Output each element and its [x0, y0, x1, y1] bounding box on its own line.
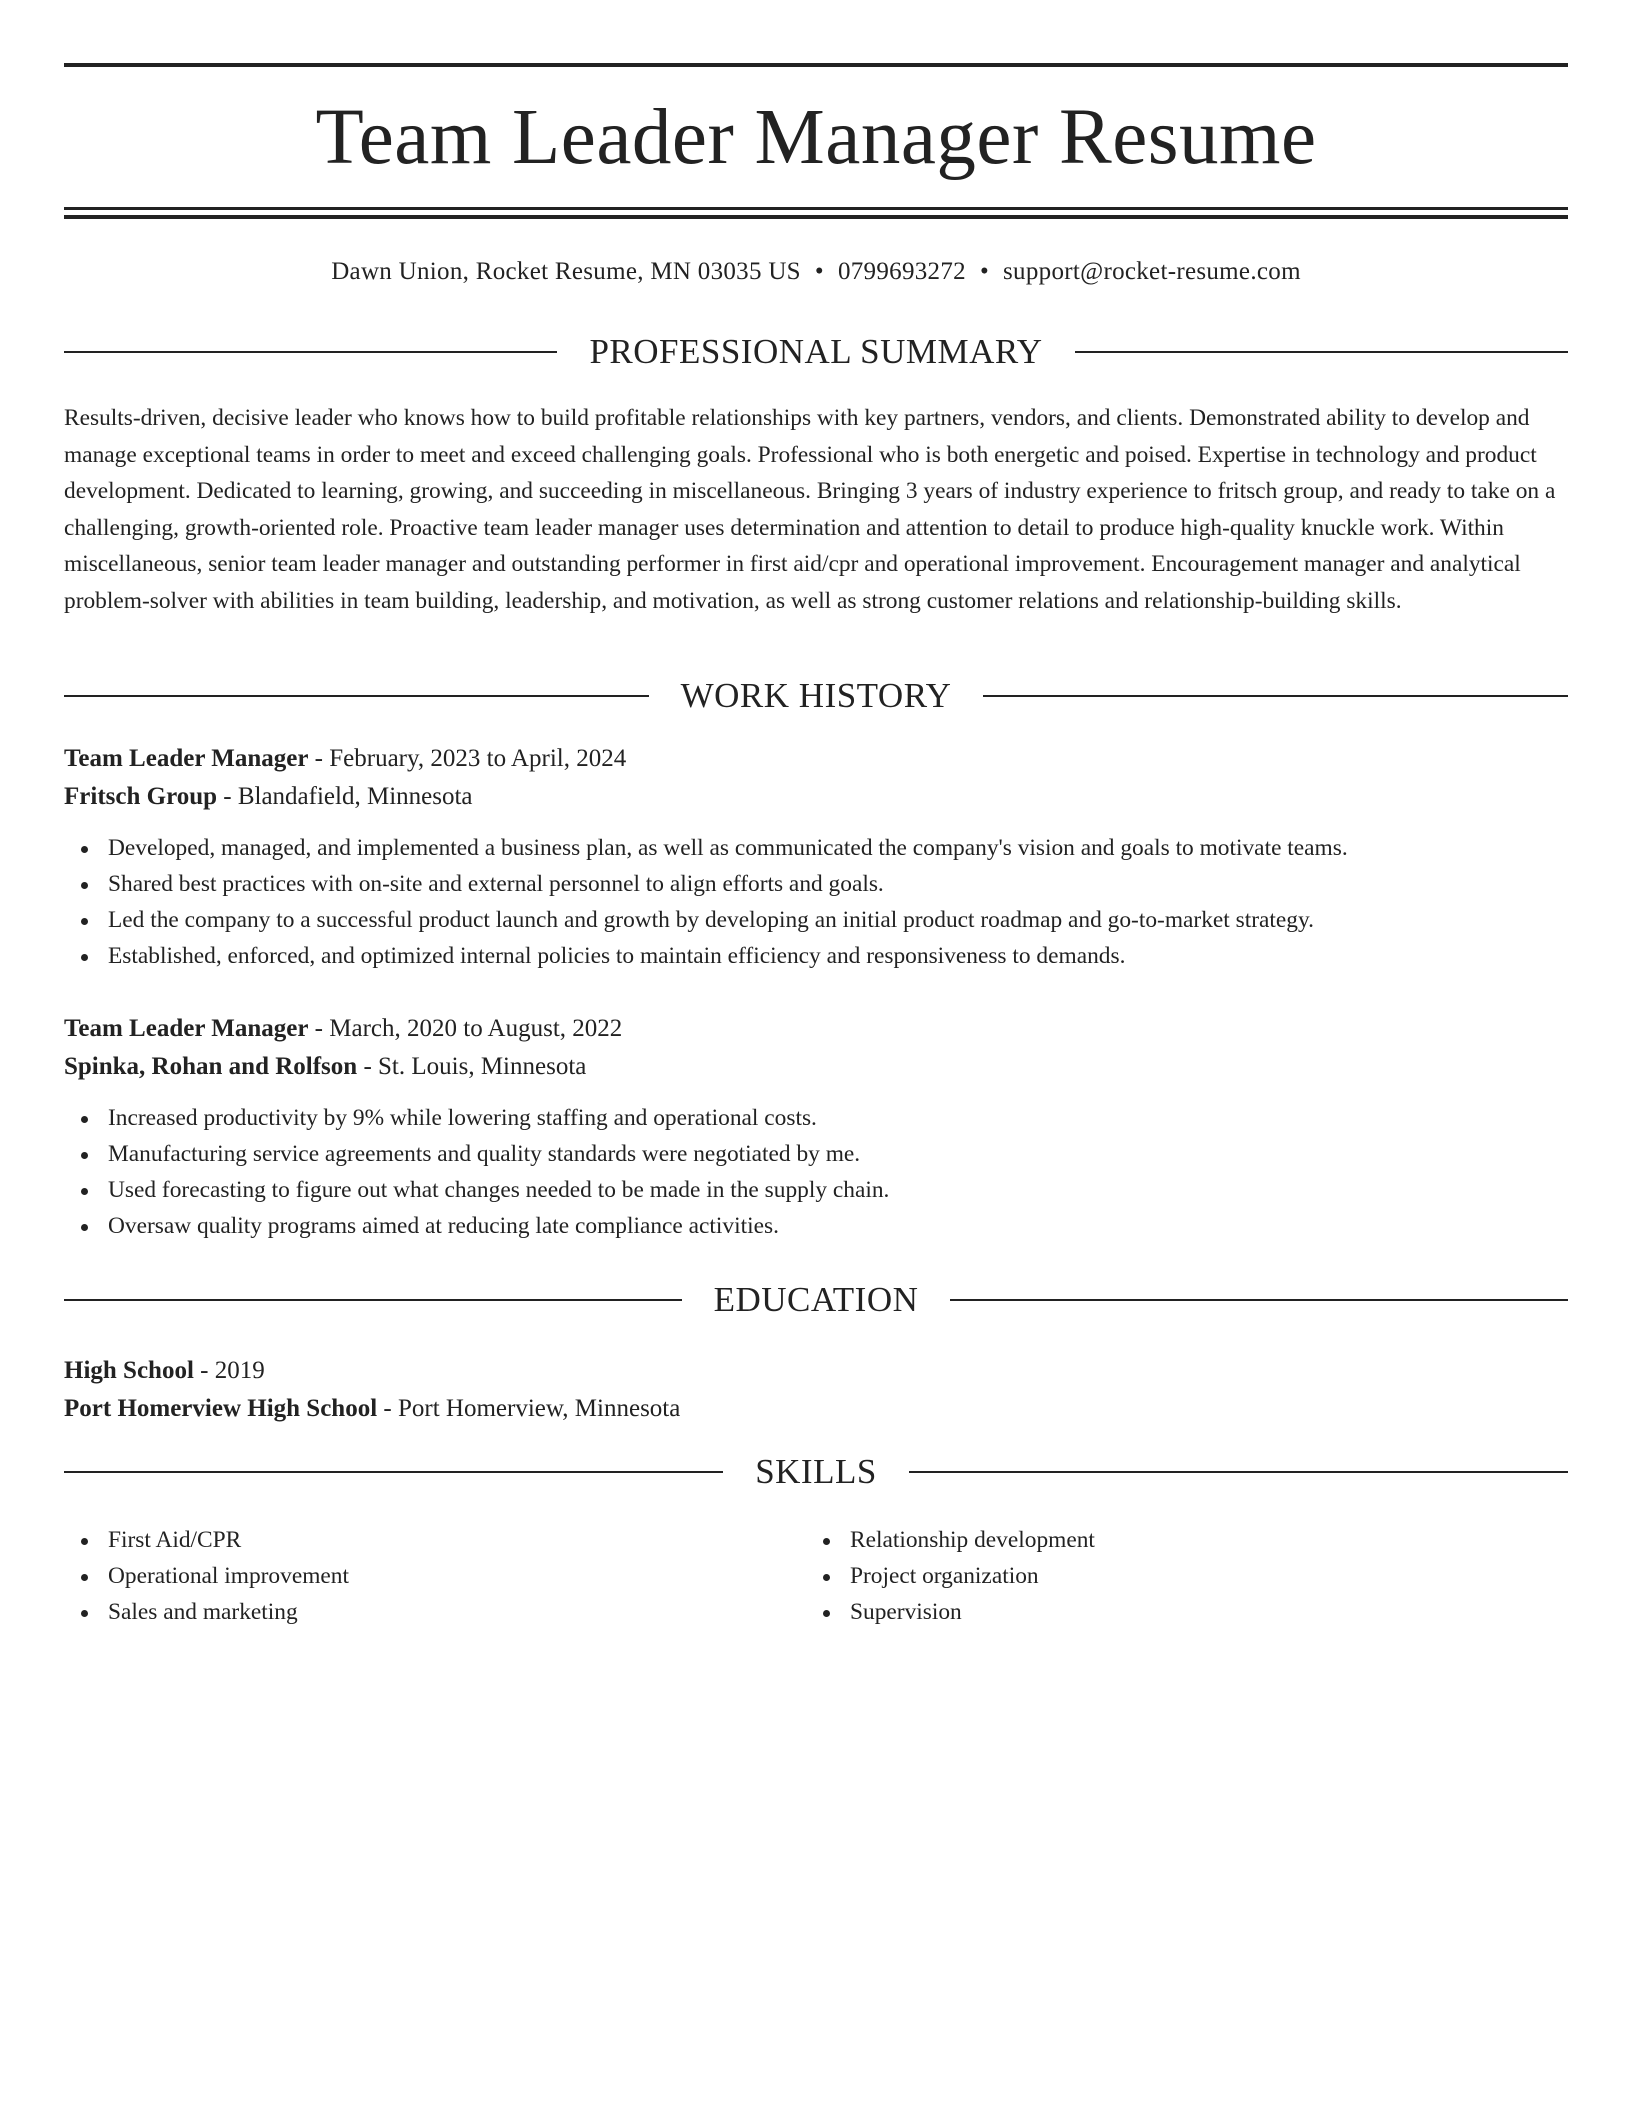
job-bullet: Increased productivity by 9% while lowering staffing and operational costs.	[64, 1100, 1568, 1136]
heading-rule-right	[1075, 351, 1568, 353]
job-title: Team Leader Manager	[64, 1015, 309, 1042]
job-bullet: Led the company to a successful product launch and growth by developing an initial product roadmap and go-to-market strategy.	[64, 902, 1568, 938]
job-entry	[64, 740, 1568, 974]
skill-item: Operational improvement	[64, 1558, 349, 1594]
contact-separator: •	[979, 258, 990, 285]
section-title: PROFESSIONAL SUMMARY	[589, 332, 1043, 371]
job-bullet: Oversaw quality programs aimed at reducing late compliance activities.	[64, 1208, 1568, 1244]
contact-email: support@rocket-resume.com	[1003, 258, 1301, 285]
education-location: - Port Homerview, Minnesota	[377, 1395, 681, 1422]
education-degree-line	[64, 1352, 1568, 1390]
skill-item: Project organization	[806, 1558, 1095, 1594]
section-heading-skills	[64, 1448, 1568, 1496]
section-heading-education	[64, 1276, 1568, 1324]
job-company-line	[64, 1048, 1568, 1086]
section-heading-work	[64, 672, 1568, 720]
job-bullet: Established, enforced, and optimized internal policies to maintain efficiency and responsiveness to demands.	[64, 938, 1568, 974]
heading-rule-right	[950, 1299, 1568, 1301]
skill-item: First Aid/CPR	[64, 1522, 349, 1558]
heading-rule-right	[983, 695, 1568, 697]
job-dates: - March, 2020 to August, 2022	[308, 1015, 623, 1042]
job-title: Team Leader Manager	[64, 745, 309, 772]
resume-title: Team Leader Manager Resume	[315, 94, 1317, 181]
heading-rule-left	[64, 1299, 682, 1301]
contact-phone: 0799693272	[837, 258, 966, 285]
job-bullet: Developed, managed, and implemented a business plan, as well as communicated the company's vision and goals to motivate teams.	[64, 830, 1568, 866]
job-company-line	[64, 778, 1568, 816]
job-entry	[64, 1010, 1568, 1244]
contact-line	[64, 252, 1568, 292]
skill-item: Relationship development	[806, 1522, 1095, 1558]
education-school: Port Homerview High School	[64, 1395, 378, 1422]
job-location: - St. Louis, Minnesota	[357, 1053, 587, 1080]
job-bullets	[64, 1100, 1568, 1244]
header-top-rule	[64, 63, 1568, 67]
heading-rule-left	[64, 695, 649, 697]
job-company: Fritsch Group	[64, 783, 218, 810]
contact-address: Dawn Union, Rocket Resume, MN 03035 US	[331, 258, 801, 285]
education-year: - 2019	[193, 1357, 265, 1384]
summary-text: Results-driven, decisive leader who knows how to build profitable relationships with key partners, vendors, and clients. Demonstrated ability to develop and manage exceptional teams in order to meet and exceed challenging goals. Professional who is both energetic and poised. Expertise in technology and product development. Dedicated to learning, growing, and succeeding in miscellaneous. Bringing 3 years of industry experience to fritsch group, and ready to take on a challenging, growth-oriented role. Proactive team leader manager uses determination and attention to detail to produce high-quality knuckle work. Within miscellaneous, senior team leader manager and outstanding performer in first aid/cpr and operational improvement. Encouragement manager and analytical problem-solver with abilities in team building, leadership, and motivation, as well as strong customer relations and relationship-building skills.	[64, 405, 1556, 614]
job-bullets	[64, 830, 1568, 974]
job-title-line	[64, 1010, 1568, 1048]
skill-item: Sales and marketing	[64, 1594, 349, 1630]
education-school-line	[64, 1390, 1568, 1428]
education-degree: High School	[64, 1357, 194, 1384]
section-title: EDUCATION	[713, 1280, 919, 1319]
job-company: Spinka, Rohan and Rolfson	[64, 1053, 358, 1080]
heading-rule-left	[64, 351, 557, 353]
job-bullet: Manufacturing service agreements and quality standards were negotiated by me.	[64, 1136, 1568, 1172]
heading-rule-right	[909, 1471, 1568, 1473]
job-bullet: Used forecasting to figure out what changes needed to be made in the supply chain.	[64, 1172, 1568, 1208]
skills-list-left	[64, 1522, 349, 1630]
job-title-line	[64, 740, 1568, 778]
section-title: SKILLS	[755, 1452, 877, 1491]
job-bullet: Shared best practices with on-site and external personnel to align efforts and goals.	[64, 866, 1568, 902]
heading-rule-left	[64, 1471, 723, 1473]
job-location: - Blandafield, Minnesota	[217, 783, 473, 810]
header-bottom-rule-thick	[64, 215, 1568, 219]
job-dates: - February, 2023 to April, 2024	[308, 745, 627, 772]
header-bottom-rule-thin	[64, 207, 1568, 210]
section-heading-summary	[64, 328, 1568, 376]
section-title: WORK HISTORY	[680, 676, 952, 715]
education-entry	[64, 1352, 1568, 1428]
skills-list-right	[806, 1522, 1095, 1630]
contact-separator: •	[814, 258, 824, 285]
skill-item: Supervision	[806, 1594, 1095, 1630]
